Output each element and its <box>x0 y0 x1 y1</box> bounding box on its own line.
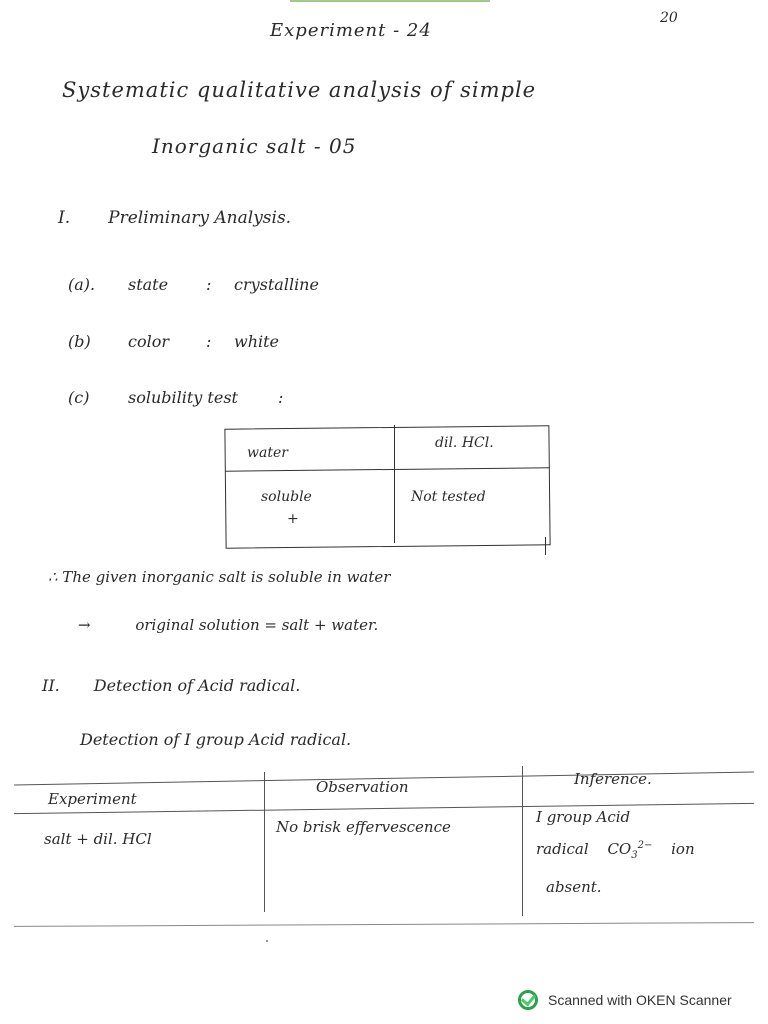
scanner-watermark <box>518 990 732 1010</box>
preliminary-heading <box>58 208 291 228</box>
item-colon: : <box>278 388 284 407</box>
header-inference: Inference. <box>574 770 652 788</box>
item-key: solubility test <box>128 388 238 407</box>
item-label: (a). <box>68 275 96 294</box>
solubility-conclusion: ∴ The given inorganic salt is soluble in water <box>48 568 391 586</box>
solubility-item <box>68 388 306 407</box>
header-dil-hcl: dil. HCl. <box>435 435 494 451</box>
table-rule <box>14 922 754 927</box>
section-numeral: II. <box>42 676 60 695</box>
item-label: (c) <box>68 388 90 407</box>
formula-subscript: 3 <box>631 850 638 861</box>
stray-mark <box>266 940 268 942</box>
carbonate-formula <box>607 840 653 861</box>
oken-scanner-logo-icon <box>518 990 538 1010</box>
page-number: 20 <box>660 10 678 26</box>
scanner-text: Scanned with OKEN Scanner <box>548 992 732 1008</box>
table-divider <box>545 537 546 555</box>
arrow-icon: → <box>78 616 91 634</box>
top-edge-mark <box>290 0 490 2</box>
color-item <box>68 332 279 351</box>
formula-superscript: 2− <box>637 840 653 851</box>
experiment-title: Experiment - 24 <box>270 20 432 41</box>
cell-inference-line3: absent. <box>546 878 602 896</box>
cell-inference-line2 <box>536 840 695 861</box>
item-key: color <box>128 332 169 351</box>
main-title: Systematic qualitative analysis of simple <box>62 78 537 102</box>
experiment-table <box>14 760 754 930</box>
original-solution-line <box>78 616 378 634</box>
cell-plus: + <box>287 511 299 527</box>
section-heading: Detection of Acid radical. <box>93 676 301 695</box>
item-key: state <box>128 275 169 294</box>
item-label: (b) <box>68 332 91 351</box>
inference-prefix: radical <box>536 840 589 858</box>
table-border <box>224 425 550 548</box>
cell-soluble: soluble <box>261 489 312 505</box>
item-value: white <box>234 332 280 351</box>
item-colon: : <box>206 332 212 351</box>
original-solution-text: original solution = salt + water. <box>135 616 379 634</box>
inference-suffix: ion <box>671 840 695 858</box>
solubility-table <box>225 417 550 547</box>
table-divider <box>394 425 395 543</box>
acid-radical-heading <box>42 676 300 695</box>
formula-base: CO <box>607 840 632 858</box>
table-column-line <box>264 772 265 912</box>
header-water: water <box>247 445 288 461</box>
section-heading: Preliminary Analysis. <box>108 208 292 228</box>
cell-experiment: salt + dil. HCl <box>44 830 152 848</box>
table-column-line <box>522 766 523 916</box>
item-value: crystalline <box>234 275 319 294</box>
cell-not-tested: Not tested <box>411 489 486 505</box>
cell-observation: No brisk effervescence <box>276 818 451 836</box>
header-experiment: Experiment <box>48 790 137 808</box>
section-numeral: I. <box>58 208 71 228</box>
item-colon: : <box>206 275 212 294</box>
group-subheading: Detection of I group Acid radical. <box>80 730 352 749</box>
cell-inference-line1: I group Acid <box>536 808 631 826</box>
sub-title: Inorganic salt - 05 <box>152 134 357 158</box>
state-item <box>68 275 319 294</box>
header-observation: Observation <box>316 778 409 796</box>
